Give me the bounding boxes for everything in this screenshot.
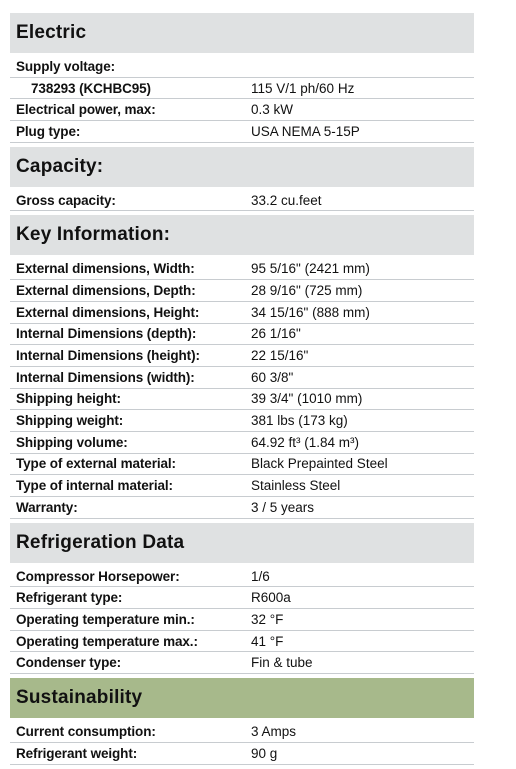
spec-row (10, 475, 474, 497)
spec-value: 95 5/16" (2421 mm) (251, 261, 370, 277)
section-title: Key Information: (10, 215, 474, 255)
spec-label: External dimensions, Depth: (16, 282, 196, 298)
spec-row (10, 190, 474, 212)
spec-rows (10, 563, 474, 678)
spec-value: 34 15/16" (888 mm) (251, 304, 370, 320)
spec-row (10, 631, 474, 653)
spec-value: 64.92 ft³ (1.84 m³) (251, 434, 360, 450)
spec-value: 26 1/16" (251, 326, 301, 342)
spec-row (10, 721, 474, 743)
spec-row (10, 56, 474, 78)
spec-rows (10, 255, 474, 522)
spec-row (10, 367, 474, 389)
spec-label: Supply voltage: (16, 58, 116, 74)
spec-row (10, 652, 474, 674)
spec-label: Shipping height: (16, 391, 121, 407)
spec-value: 381 lbs (173 kg) (251, 413, 348, 429)
spec-label: Plug type: (16, 123, 81, 139)
spec-label: Refrigerant weight: (16, 745, 138, 761)
spec-value: 28 9/16" (725 mm) (251, 282, 363, 298)
section-title: Refrigeration Data (10, 523, 474, 563)
spec-label: Warranty: (16, 499, 78, 515)
spec-value: 41 °F (251, 633, 284, 649)
section-title: Sustainability (10, 678, 474, 718)
spec-row (10, 258, 474, 280)
section-title: Capacity: (10, 147, 474, 187)
spec-label: Current consumption: (16, 723, 156, 739)
spec-sheet (10, 13, 474, 769)
spec-label: Gross capacity: (16, 192, 116, 208)
spec-label: Type of external material: (16, 456, 176, 472)
spec-row (10, 345, 474, 367)
spec-value: 115 V/1 ph/60 Hz (251, 80, 355, 96)
spec-rows (10, 718, 474, 768)
spec-label: Compressor Horsepower: (16, 568, 180, 584)
spec-row (10, 280, 474, 302)
spec-label: Shipping volume: (16, 434, 128, 450)
spec-row (10, 324, 474, 346)
spec-value: 33.2 cu.feet (251, 192, 322, 208)
spec-value: USA NEMA 5-15P (251, 123, 360, 139)
spec-label: Operating temperature max.: (16, 633, 198, 649)
spec-value: 1/6 (251, 568, 270, 584)
spec-row (10, 609, 474, 631)
spec-value: 3 / 5 years (251, 499, 315, 515)
spec-rows (10, 187, 474, 216)
spec-label: Internal Dimensions (height): (16, 348, 200, 364)
spec-label: Electrical power, max: (16, 102, 156, 118)
section-electric (10, 13, 474, 147)
spec-value: 22 15/16" (251, 348, 309, 364)
spec-row (10, 410, 474, 432)
spec-row (10, 78, 474, 100)
spec-row (10, 99, 474, 121)
spec-value: 60 3/8" (251, 369, 294, 385)
section-title: Electric (10, 13, 474, 53)
section-sustainability (10, 678, 474, 768)
spec-row (10, 743, 474, 765)
spec-label: Condenser type: (16, 655, 122, 671)
spec-label: Internal Dimensions (width): (16, 369, 195, 385)
spec-row (10, 454, 474, 476)
spec-label: Refrigerant type: (16, 590, 123, 606)
spec-value: 32 °F (251, 611, 284, 627)
spec-label: External dimensions, Height: (16, 304, 200, 320)
spec-value: Stainless Steel (251, 478, 341, 494)
spec-label: External dimensions, Width: (16, 261, 195, 277)
spec-row (10, 389, 474, 411)
spec-row (10, 566, 474, 588)
section-key-information (10, 215, 474, 522)
spec-value: 3 Amps (251, 723, 297, 739)
spec-label: Internal Dimensions (depth): (16, 326, 197, 342)
spec-value: Black Prepainted Steel (251, 456, 388, 472)
section-capacity (10, 147, 474, 216)
spec-row (10, 121, 474, 143)
spec-value: 39 3/4" (1010 mm) (251, 391, 363, 407)
spec-label: Type of internal material: (16, 478, 173, 494)
spec-value: 90 g (251, 745, 278, 761)
spec-row (10, 587, 474, 609)
spec-row (10, 432, 474, 454)
spec-value: R600a (251, 590, 291, 606)
spec-label: Shipping weight: (16, 413, 124, 429)
spec-value: 0.3 kW (251, 102, 294, 118)
section-refrigeration-data (10, 523, 474, 678)
spec-row (10, 497, 474, 519)
spec-label: Operating temperature min.: (16, 611, 195, 627)
spec-row (10, 302, 474, 324)
spec-value: Fin & tube (251, 655, 313, 671)
spec-rows (10, 53, 474, 147)
spec-label: 738293 (KCHBC95) (31, 80, 151, 96)
